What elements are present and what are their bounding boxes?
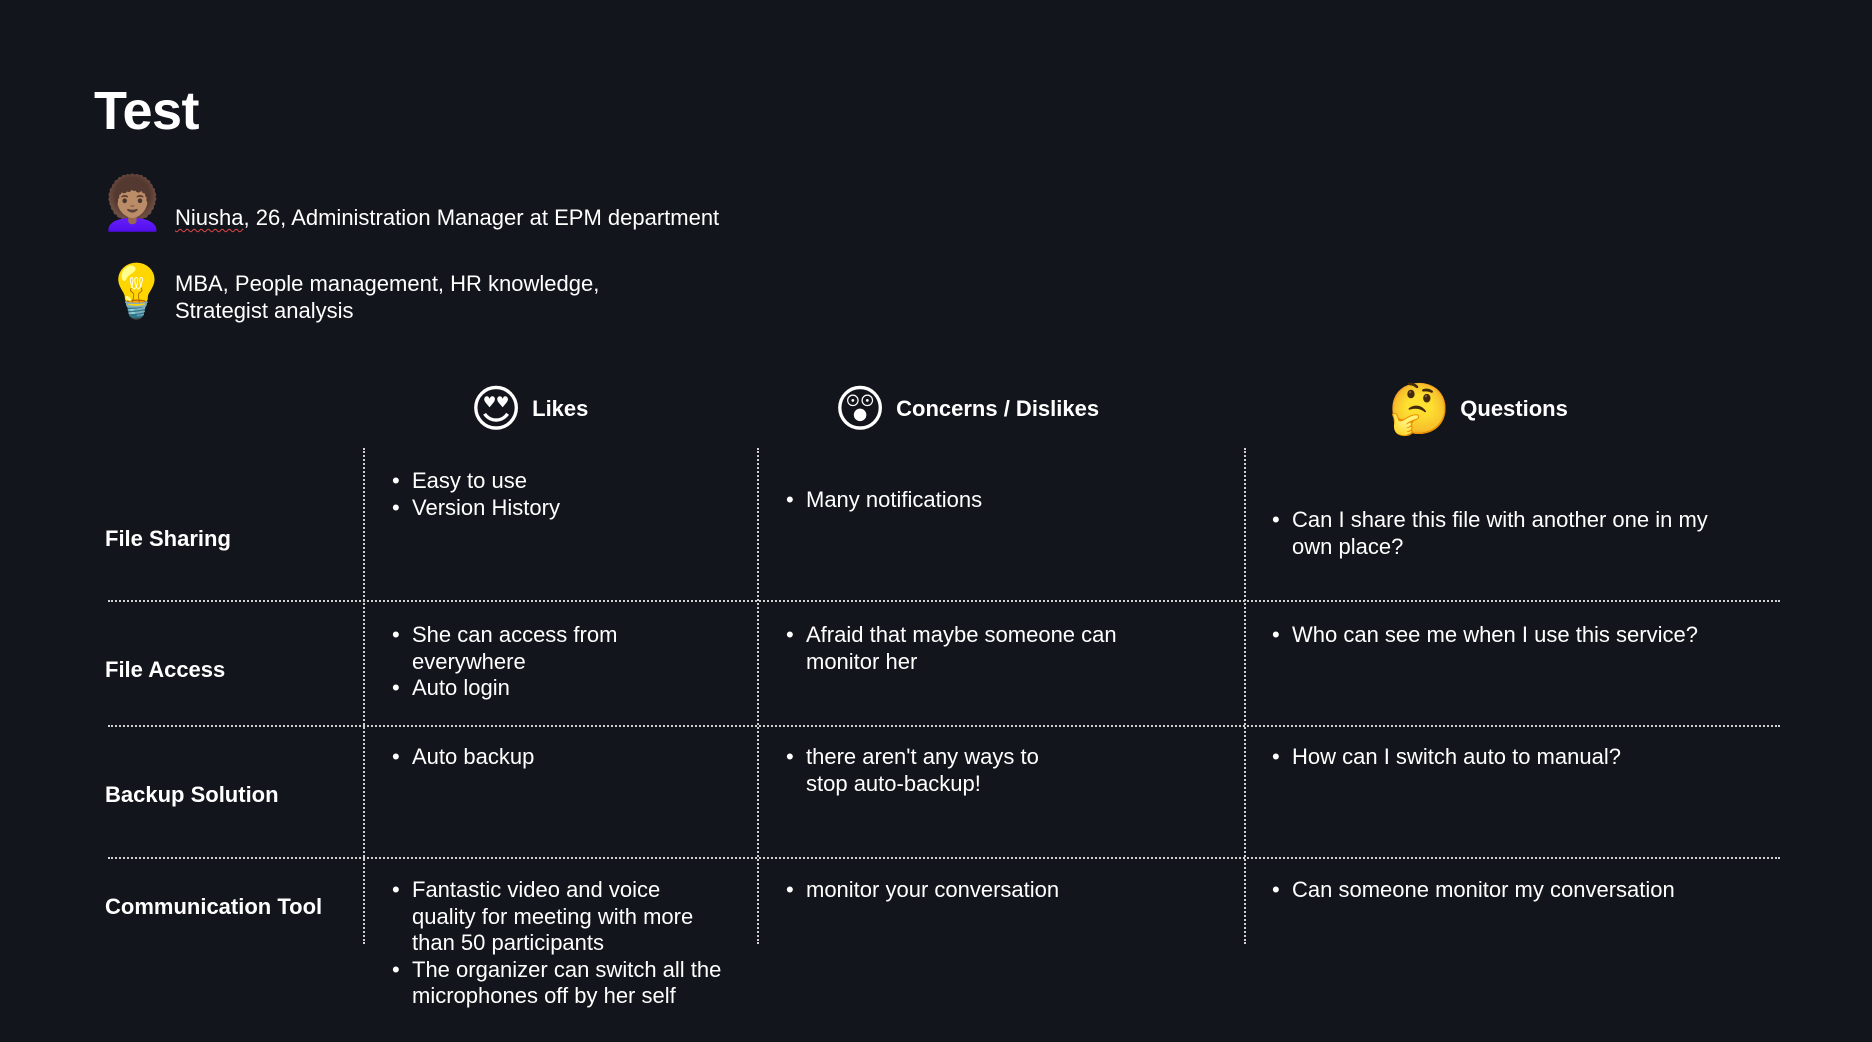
cell-file-access-concerns — [786, 622, 1146, 675]
persona-description — [175, 204, 719, 231]
heart-eyes-icon: 😍 — [470, 381, 523, 437]
list-item: • She can access from everywhere — [392, 622, 632, 675]
cell-communication-concerns — [786, 877, 1206, 904]
column-header-likes — [470, 381, 589, 437]
persona-details: , 26, Administration Manager at EPM department — [243, 205, 720, 230]
list-item: • Who can see me when I use this service? — [1272, 622, 1742, 649]
column-header-label: Concerns / Dislikes — [896, 396, 1100, 421]
column-divider — [757, 448, 759, 944]
list-item: • Can I share this file with another one in my own place? — [1272, 507, 1732, 560]
row-divider — [108, 725, 1780, 727]
row-label-communication-tool: Communication Tool — [105, 894, 323, 919]
column-header-questions — [1388, 381, 1568, 437]
cell-file-access-questions — [1272, 622, 1742, 649]
cell-file-sharing-concerns — [786, 487, 1206, 514]
column-header-label: Questions — [1460, 396, 1568, 421]
persona-name: Niusha — [175, 205, 244, 230]
cell-backup-concerns — [786, 744, 1056, 797]
column-divider — [363, 448, 365, 944]
list-item: • Afraid that maybe someone can monitor her — [786, 622, 1146, 675]
list-item: • monitor your conversation — [786, 877, 1206, 904]
list-item: • Fantastic video and voice quality for meeting with more than 50 participants — [392, 877, 722, 957]
cell-backup-likes — [392, 744, 732, 771]
skills-line-1: MBA, People management, HR knowledge, — [175, 271, 600, 296]
row-label-file-sharing: File Sharing — [105, 526, 231, 551]
cell-file-sharing-questions — [1272, 507, 1732, 560]
thinking-face-icon: 🤔 — [1388, 381, 1451, 437]
list-item: • Auto login — [392, 675, 632, 702]
cell-file-access-likes — [392, 622, 632, 702]
list-item: • Auto backup — [392, 744, 732, 771]
row-label-backup-solution: Backup Solution — [105, 782, 279, 807]
list-item: • Version History — [392, 495, 742, 522]
cell-communication-likes — [392, 877, 722, 1010]
column-header-concerns — [834, 381, 1100, 437]
list-item: • The organizer can switch all the microphones off by her self — [392, 957, 722, 1010]
woman-avatar-icon: 👩🏽‍🦱 — [100, 175, 165, 233]
row-label-file-access: File Access — [105, 657, 226, 682]
skills-line-2: Strategist analysis — [175, 298, 354, 323]
list-item: • Can someone monitor my conversation — [1272, 877, 1742, 904]
list-item: • there aren't any ways to stop auto-backup! — [786, 744, 1056, 797]
column-header-label: Likes — [532, 396, 589, 421]
list-item: • Many notifications — [786, 487, 1206, 514]
page-title: Test — [94, 81, 200, 141]
persona-skills — [175, 270, 599, 324]
row-divider — [108, 857, 1780, 859]
cell-communication-questions — [1272, 877, 1742, 904]
cell-file-sharing-likes — [392, 468, 742, 521]
cell-backup-questions — [1272, 744, 1742, 771]
astonished-face-icon: 😲 — [834, 381, 887, 437]
row-divider — [108, 600, 1780, 602]
column-divider — [1244, 448, 1246, 944]
light-bulb-icon: 💡 — [104, 263, 169, 321]
list-item: • Easy to use — [392, 468, 742, 495]
list-item: • How can I switch auto to manual? — [1272, 744, 1742, 771]
